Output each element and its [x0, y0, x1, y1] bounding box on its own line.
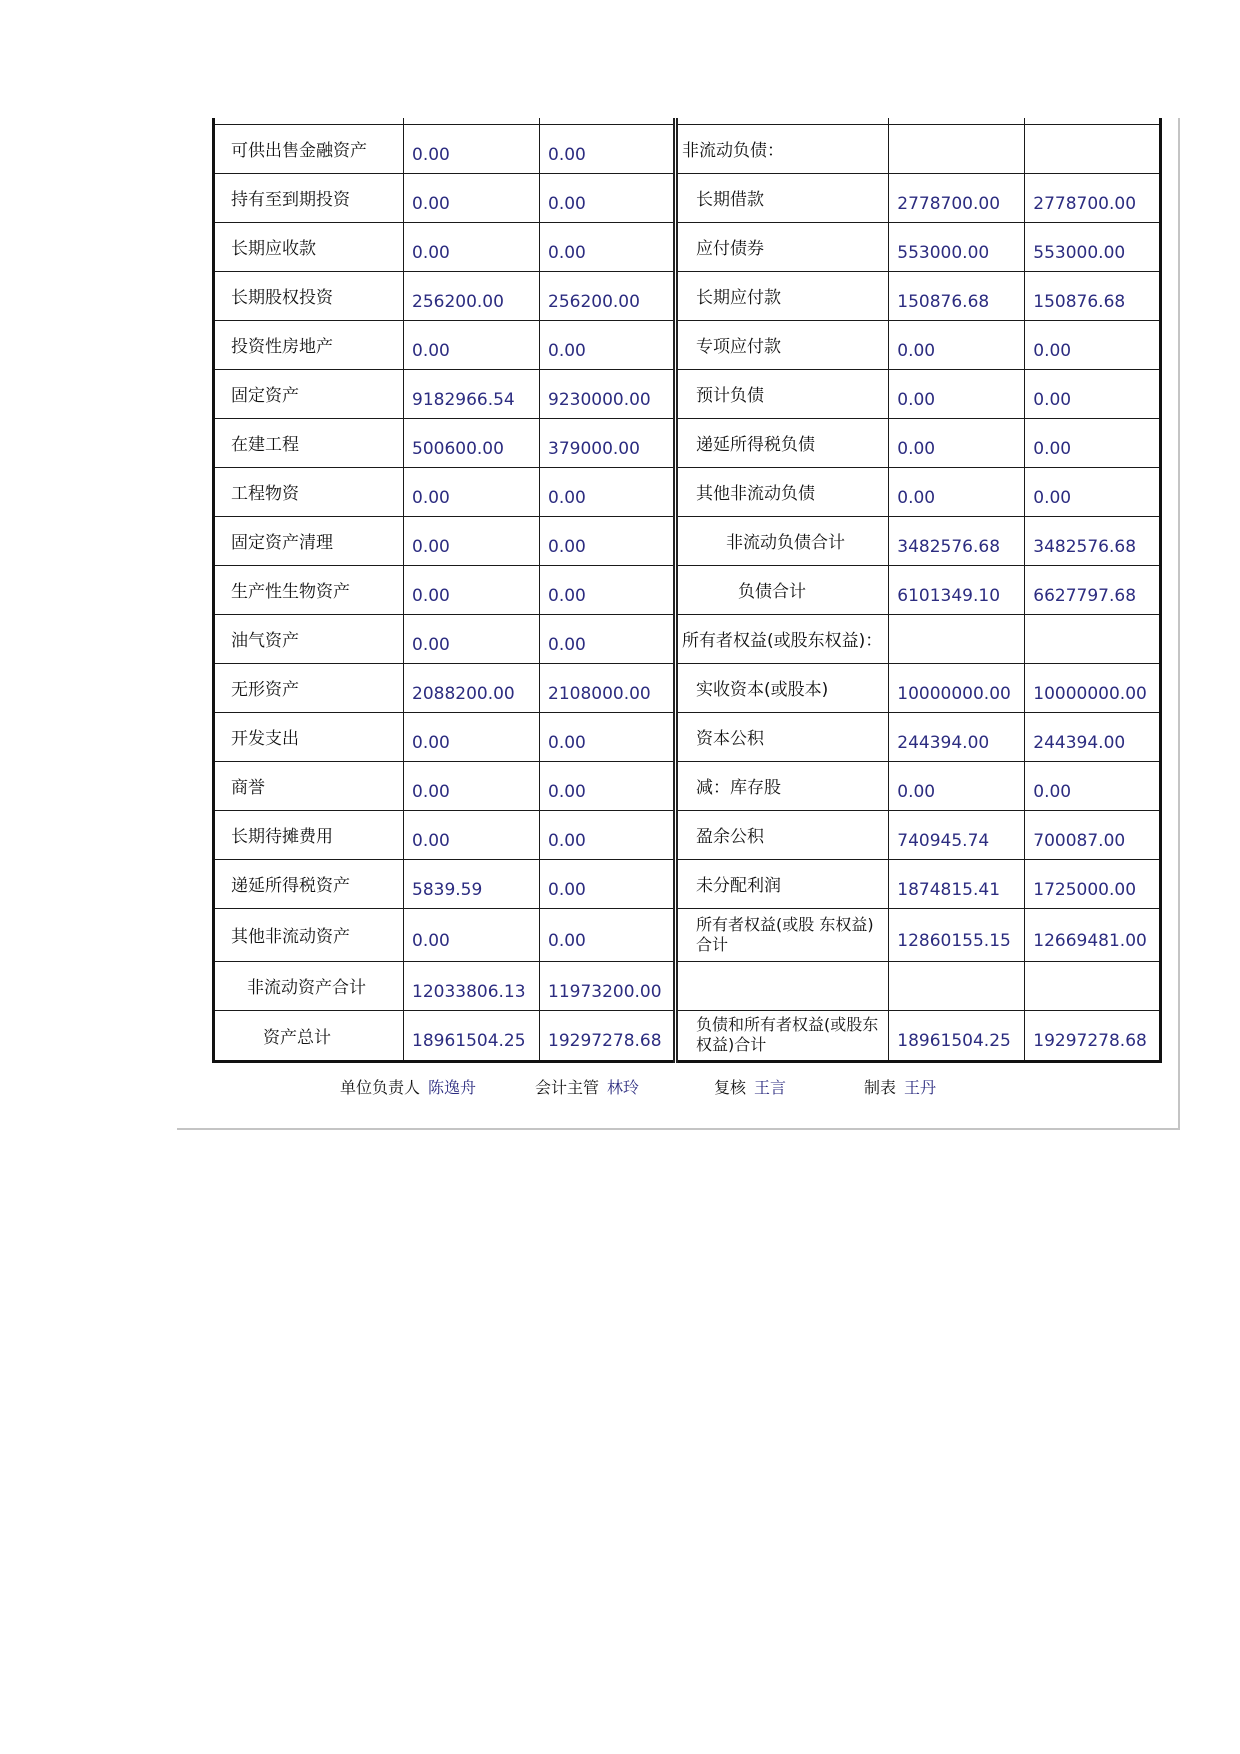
- reviewer-name: 王言: [754, 1078, 787, 1097]
- liability-equity-label: 应付债券: [676, 222, 889, 271]
- liability-equity-ending-balance: 6101349.10: [889, 565, 1025, 614]
- asset-beginning-balance: 11973200.00: [540, 961, 676, 1010]
- asset-beginning-balance: 0.00: [540, 565, 676, 614]
- asset-ending-balance: 9182966.54: [404, 369, 540, 418]
- liability-equity-label: 非流动负债：: [676, 124, 889, 173]
- asset-ending-balance: 256200.00: [404, 271, 540, 320]
- asset-ending-balance: 0.00: [404, 565, 540, 614]
- liability-equity-ending-balance: [889, 124, 1025, 173]
- asset-ending-balance: 0.00: [404, 614, 540, 663]
- liability-equity-ending-balance: 244394.00: [889, 712, 1025, 761]
- asset-label: 投资性房地产: [214, 320, 404, 369]
- table-row: [214, 565, 1161, 614]
- asset-beginning-balance: 0.00: [540, 173, 676, 222]
- liability-equity-ending-balance: 553000.00: [889, 222, 1025, 271]
- liability-equity-label: 专项应付款: [676, 320, 889, 369]
- table-row: [214, 614, 1161, 663]
- liability-equity-beginning-balance: 150876.68: [1025, 271, 1161, 320]
- asset-beginning-balance: 0.00: [540, 614, 676, 663]
- liability-equity-beginning-balance: 12669481.00: [1025, 908, 1161, 961]
- asset-beginning-balance: 0.00: [540, 859, 676, 908]
- liability-equity-ending-balance: 740945.74: [889, 810, 1025, 859]
- asset-label: 在建工程: [214, 418, 404, 467]
- table-row: [214, 369, 1161, 418]
- liability-equity-ending-balance: 12860155.15: [889, 908, 1025, 961]
- table-row: [214, 810, 1161, 859]
- asset-ending-balance: 500600.00: [404, 418, 540, 467]
- liability-equity-label: 预计负债: [676, 369, 889, 418]
- liability-equity-label: 长期应付款: [676, 271, 889, 320]
- asset-ending-balance: 12033806.13: [404, 961, 540, 1010]
- asset-ending-balance: 0.00: [404, 908, 540, 961]
- accountant-name: 林玲: [607, 1078, 640, 1097]
- liability-equity-ending-balance: 2778700.00: [889, 173, 1025, 222]
- table-row: [214, 124, 1161, 173]
- asset-label: 工程物资: [214, 467, 404, 516]
- liability-equity-beginning-balance: 0.00: [1025, 320, 1161, 369]
- asset-beginning-balance: 0.00: [540, 810, 676, 859]
- liability-equity-beginning-balance: [1025, 124, 1161, 173]
- reviewer-label: 复核: [714, 1078, 747, 1097]
- liability-equity-beginning-balance: [1025, 614, 1161, 663]
- liability-equity-label: 非流动负债合计: [676, 516, 889, 565]
- table-row: [214, 418, 1161, 467]
- asset-label: 固定资产清理: [214, 516, 404, 565]
- liability-equity-label: [676, 961, 889, 1010]
- liability-equity-beginning-balance: 19297278.68: [1025, 1010, 1161, 1061]
- asset-beginning-balance: 19297278.68: [540, 1010, 676, 1061]
- asset-label: 无形资产: [214, 663, 404, 712]
- liability-equity-label: 盈余公积: [676, 810, 889, 859]
- asset-beginning-balance: 0.00: [540, 712, 676, 761]
- liability-equity-beginning-balance: 0.00: [1025, 761, 1161, 810]
- table-row: [214, 516, 1161, 565]
- liability-equity-ending-balance: 0.00: [889, 418, 1025, 467]
- table-row: [214, 222, 1161, 271]
- asset-ending-balance: 0.00: [404, 810, 540, 859]
- liability-equity-label: 所有者权益(或股 东权益)合计: [676, 908, 889, 961]
- table-row: [214, 761, 1161, 810]
- liability-equity-ending-balance: [889, 614, 1025, 663]
- asset-ending-balance: 0.00: [404, 712, 540, 761]
- table-row: [214, 320, 1161, 369]
- asset-label: 其他非流动资产: [214, 908, 404, 961]
- preparer-label: 制表: [864, 1078, 897, 1097]
- asset-beginning-balance: 0.00: [540, 761, 676, 810]
- asset-label: 固定资产: [214, 369, 404, 418]
- liability-equity-ending-balance: 0.00: [889, 369, 1025, 418]
- liability-equity-beginning-balance: 1725000.00: [1025, 859, 1161, 908]
- asset-beginning-balance: 0.00: [540, 124, 676, 173]
- asset-ending-balance: 0.00: [404, 320, 540, 369]
- asset-label: 非流动资产合计: [214, 961, 404, 1010]
- liability-equity-beginning-balance: 0.00: [1025, 467, 1161, 516]
- liability-equity-ending-balance: 10000000.00: [889, 663, 1025, 712]
- asset-label: 可供出售金融资产: [214, 124, 404, 173]
- liability-equity-beginning-balance: 2778700.00: [1025, 173, 1161, 222]
- liability-equity-ending-balance: 0.00: [889, 467, 1025, 516]
- liability-equity-ending-balance: 18961504.25: [889, 1010, 1025, 1061]
- asset-beginning-balance: 0.00: [540, 222, 676, 271]
- liability-equity-beginning-balance: 244394.00: [1025, 712, 1161, 761]
- liability-equity-ending-balance: [889, 961, 1025, 1010]
- liability-equity-beginning-balance: 6627797.68: [1025, 565, 1161, 614]
- table-row: [214, 1010, 1161, 1061]
- balance-sheet-table: [212, 118, 1162, 1063]
- liability-equity-label: 实收资本(或股本): [676, 663, 889, 712]
- liability-equity-beginning-balance: [1025, 961, 1161, 1010]
- liability-equity-ending-balance: 0.00: [889, 320, 1025, 369]
- preparer-name: 王丹: [904, 1078, 937, 1097]
- liability-equity-ending-balance: 150876.68: [889, 271, 1025, 320]
- liability-equity-ending-balance: 0.00: [889, 761, 1025, 810]
- asset-beginning-balance: 256200.00: [540, 271, 676, 320]
- table-row: [214, 663, 1161, 712]
- table-row: [214, 961, 1161, 1010]
- accountant-label: 会计主管: [535, 1078, 600, 1097]
- liability-equity-ending-balance: 1874815.41: [889, 859, 1025, 908]
- asset-beginning-balance: 2108000.00: [540, 663, 676, 712]
- asset-beginning-balance: 9230000.00: [540, 369, 676, 418]
- asset-ending-balance: 0.00: [404, 173, 540, 222]
- liability-equity-label: 负债和所有者权益(或股东权益)合计: [676, 1010, 889, 1061]
- liability-equity-beginning-balance: 700087.00: [1025, 810, 1161, 859]
- asset-beginning-balance: 0.00: [540, 320, 676, 369]
- asset-label: 长期待摊费用: [214, 810, 404, 859]
- table-row: [214, 467, 1161, 516]
- reviewer-signature: [714, 1075, 786, 1098]
- asset-ending-balance: 0.00: [404, 516, 540, 565]
- asset-label: 资产总计: [214, 1010, 404, 1061]
- unit-head-name: 陈逸舟: [428, 1078, 477, 1097]
- liability-equity-label: 资本公积: [676, 712, 889, 761]
- asset-label: 油气资产: [214, 614, 404, 663]
- liability-equity-label: 减：库存股: [676, 761, 889, 810]
- liability-equity-label: 未分配利润: [676, 859, 889, 908]
- liability-equity-label: 所有者权益(或股东权益)：: [676, 614, 889, 663]
- table-row: [214, 908, 1161, 961]
- preparer-signature: [864, 1075, 936, 1098]
- asset-ending-balance: 0.00: [404, 222, 540, 271]
- asset-ending-balance: 5839.59: [404, 859, 540, 908]
- table-row: [214, 859, 1161, 908]
- asset-ending-balance: 0.00: [404, 761, 540, 810]
- liability-equity-ending-balance: 3482576.68: [889, 516, 1025, 565]
- unit-head-signature: [340, 1075, 476, 1098]
- liability-equity-beginning-balance: 3482576.68: [1025, 516, 1161, 565]
- unit-head-label: 单位负责人: [340, 1078, 421, 1097]
- asset-beginning-balance: 379000.00: [540, 418, 676, 467]
- table-row: [214, 173, 1161, 222]
- liability-equity-beginning-balance: 0.00: [1025, 369, 1161, 418]
- asset-label: 开发支出: [214, 712, 404, 761]
- asset-ending-balance: 0.00: [404, 124, 540, 173]
- asset-beginning-balance: 0.00: [540, 467, 676, 516]
- liability-equity-label: 其他非流动负债: [676, 467, 889, 516]
- asset-beginning-balance: 0.00: [540, 908, 676, 961]
- asset-label: 持有至到期投资: [214, 173, 404, 222]
- asset-label: 长期股权投资: [214, 271, 404, 320]
- table-row: [214, 712, 1161, 761]
- liability-equity-beginning-balance: 553000.00: [1025, 222, 1161, 271]
- asset-label: 生产性生物资产: [214, 565, 404, 614]
- asset-ending-balance: 0.00: [404, 467, 540, 516]
- asset-beginning-balance: 0.00: [540, 516, 676, 565]
- liability-equity-beginning-balance: 10000000.00: [1025, 663, 1161, 712]
- asset-label: 递延所得税资产: [214, 859, 404, 908]
- accountant-signature: [535, 1075, 639, 1098]
- liability-equity-beginning-balance: 0.00: [1025, 418, 1161, 467]
- liability-equity-label: 递延所得税负债: [676, 418, 889, 467]
- liability-equity-label: 长期借款: [676, 173, 889, 222]
- asset-label: 长期应收款: [214, 222, 404, 271]
- asset-label: 商誉: [214, 761, 404, 810]
- asset-ending-balance: 2088200.00: [404, 663, 540, 712]
- liability-equity-label: 负债合计: [676, 565, 889, 614]
- table-row: [214, 271, 1161, 320]
- asset-ending-balance: 18961504.25: [404, 1010, 540, 1061]
